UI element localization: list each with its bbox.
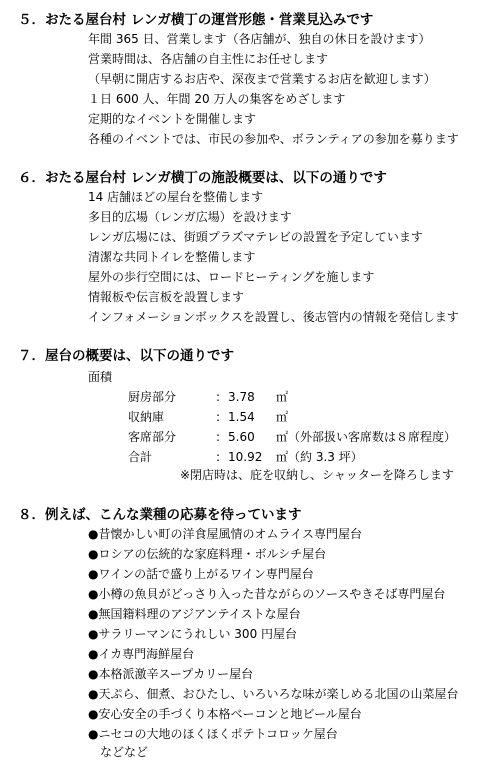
area-label: 厨房部分 [128, 390, 177, 404]
section-5-heading: ５．おたる屋台村 レンガ横丁の運営形態・営業見込みです [18, 12, 374, 28]
area-row [128, 389, 488, 405]
list-item [88, 706, 362, 722]
bullet: ● [88, 587, 99, 601]
area-label: 収納庫 [128, 410, 165, 424]
list-item-text: 昔懐かしい町の洋食屋風情のオムライス専門屋台 [98, 527, 363, 541]
area-row [128, 429, 488, 445]
section-5-line: （早朝に開店するお店や、深夜まで営業するお店を歓迎します） [88, 72, 436, 86]
area-unit: ㎡ [276, 410, 289, 424]
section-5-line: 年間 365 日、営業します（各店舗が、独自の休日を設けます） [88, 32, 431, 46]
list-item-text: ニセコの大地のほくほくポテトコロッケ屋台 [98, 727, 338, 741]
bullet: ● [88, 527, 99, 541]
area-value: 3.78 [228, 390, 255, 404]
section-6-line: 屋外の歩行空間には、ロードヒーティングを施します [88, 270, 375, 284]
list-item [88, 726, 338, 742]
list-item [88, 586, 445, 602]
section-5-line: １日 600 人、年間 20 万人の集客をめざします [88, 92, 346, 106]
section-5-line: 営業時間は、各店舗の自主性にお任せします [88, 52, 329, 66]
list-item-text: 小樽の魚貝がどっさり入った昔ながらのソースやきそば専門屋台 [98, 587, 446, 601]
list-item-text: 安心安全の手づくり本格ベーコンと地ビール屋台 [98, 707, 362, 721]
bullet: ● [88, 687, 99, 701]
area-value: 5.60 [228, 430, 255, 444]
section-6-heading: ６．おたる屋台村 レンガ横丁の施設概要は、以下の通りです [18, 170, 387, 186]
area-colon: : [216, 390, 221, 404]
list-item [88, 566, 314, 582]
closing-note: ※閉店時は、庇を収納し、シャッターを降ろします [180, 468, 454, 482]
area-label: 客席部分 [128, 430, 177, 444]
list-item [88, 666, 253, 682]
area-value: 10.92 [228, 450, 263, 464]
area-unit: ㎡ [276, 450, 289, 464]
section-6-line: 多目的広場（レンガ広場）を設けます [88, 210, 292, 224]
list-item [88, 546, 326, 562]
section-5-line: 各種のイベントでは、市民の参加や、ボランティアの参加を募ります [88, 132, 459, 146]
area-note: （約 3.3 坪） [288, 450, 363, 464]
area-row [128, 449, 488, 465]
area-colon: : [216, 430, 221, 444]
list-item-text: 天ぷら、佃煮、おひたし、いろいろな味が楽しめる北国の山菜屋台 [98, 687, 459, 701]
area-unit: ㎡ [276, 390, 289, 404]
list-item-text: イカ専門海鮮屋台 [98, 647, 195, 661]
area-unit: ㎡ [276, 430, 289, 444]
section-5-line: 定期的なイベントを開催します [88, 112, 257, 126]
bullet: ● [88, 547, 99, 561]
area-colon: : [216, 410, 221, 424]
area-title: 面積 [88, 370, 113, 384]
list-item [88, 626, 297, 642]
bullet: ● [88, 607, 99, 621]
section-6-line: インフォメーションボックスを設置し、後志管内の情報を発信します [88, 310, 459, 324]
list-item [88, 646, 194, 662]
bullet: ● [88, 727, 99, 741]
list-item-text: サラリーマンにうれしい 300 円屋台 [98, 627, 298, 641]
bullet: ● [88, 647, 99, 661]
list-item [88, 526, 362, 542]
bullet: ● [88, 667, 99, 681]
section-7-heading: ７．屋台の概要は、以下の通りです [18, 348, 234, 364]
list-item [88, 606, 301, 622]
area-label: 合計 [128, 450, 153, 464]
closing-text: などなど [100, 745, 149, 759]
bullet: ● [88, 627, 99, 641]
section-8-heading: ８．例えば、こんな業種の応募を待っています [18, 507, 302, 523]
list-item-text: ワインの話で盛り上がるワイン専門屋台 [98, 567, 314, 581]
bullet: ● [88, 567, 99, 581]
section-6-line: 清潔な共同トイレを整備します [88, 250, 256, 264]
section-6-line: 14 店舗ほどの屋台を整備します [88, 190, 264, 204]
area-note: （外部扱い客席数は８席程度） [288, 430, 457, 444]
section-6-line: レンガ広場には、街頭プラズマテレビの設置を予定しています [88, 230, 423, 244]
area-value: 1.54 [228, 410, 255, 424]
list-item-text: 本格派激辛スープカリー屋台 [98, 667, 254, 681]
list-item-text: 無国籍料理のアジアンテイストな屋台 [98, 607, 301, 621]
list-item [88, 686, 459, 702]
area-row [128, 409, 488, 425]
area-colon: : [216, 450, 221, 464]
section-6-line: 情報板や伝言板を設置します [88, 290, 245, 304]
bullet: ● [88, 707, 99, 721]
list-item-text: ロシアの伝統的な家庭料理・ボルシチ屋台 [98, 547, 327, 561]
